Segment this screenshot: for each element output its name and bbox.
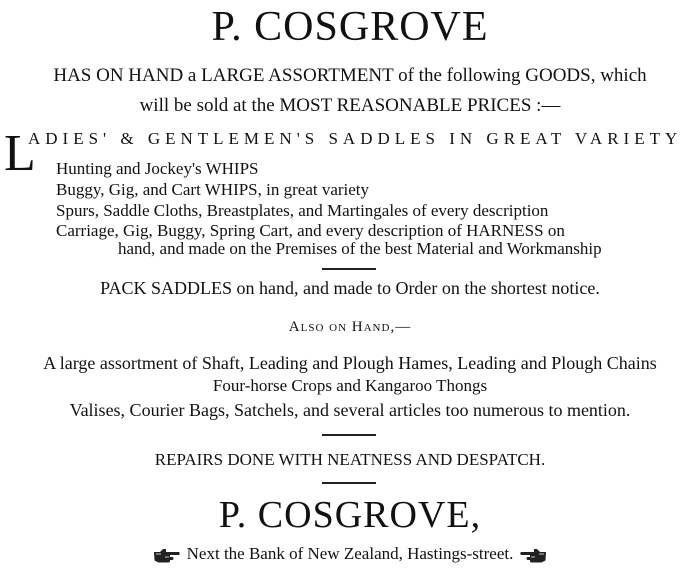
also-on-hand-heading: Also on Hand,— [288, 319, 412, 335]
divider-rule [322, 482, 376, 484]
goods-item: Hunting and Jockey's WHIPS [56, 159, 259, 178]
address-line [0, 545, 700, 563]
goods-item: Spurs, Saddle Cloths, Breastplates, and Martingales of every description [56, 201, 549, 220]
goods-item: Buggy, Gig, and Cart WHIPS, in great variety [56, 180, 370, 199]
also-item: A large assortment of Shaft, Leading and Plough Hames, Leading and Plough Chains [43, 353, 657, 373]
also-item: Valises, Courier Bags, Satchels, and several articles too numerous to mention. [69, 400, 631, 420]
repairs-line: REPAIRS DONE WITH NEATNESS AND DESPATCH. [154, 450, 546, 469]
pack-saddles-line: PACK SADDLES on hand, and made to Order on the shortest notice. [100, 278, 600, 298]
advertiser-title: P. COSGROVE [211, 4, 489, 50]
pointing-hand-right-icon [152, 547, 182, 563]
also-item: Four-horse Crops and Kangaroo Thongs [212, 376, 488, 395]
intro-line-1: HAS ON HAND a LARGE ASSORTMENT of the following GOODS, which [53, 65, 647, 86]
intro-line-2: will be sold at the MOST REASONABLE PRICES :— [139, 95, 561, 116]
closing-title: P. COSGROVE, [218, 494, 482, 536]
divider-rule [322, 434, 376, 436]
saddles-heading: ADIES' & GENTLEMEN'S SADDLES IN GREAT VARIETY [28, 129, 683, 148]
goods-item: Carriage, Gig, Buggy, Spring Cart, and every description of HARNESS on [56, 221, 565, 240]
pointing-hand-left-icon [518, 547, 548, 563]
drop-cap: L [4, 125, 36, 182]
divider-rule [322, 268, 376, 270]
address-text: Next the Bank of New Zealand, Hastings-street. [186, 544, 514, 563]
goods-item: hand, and made on the Premises of the best Material and Workmanship [118, 239, 602, 258]
